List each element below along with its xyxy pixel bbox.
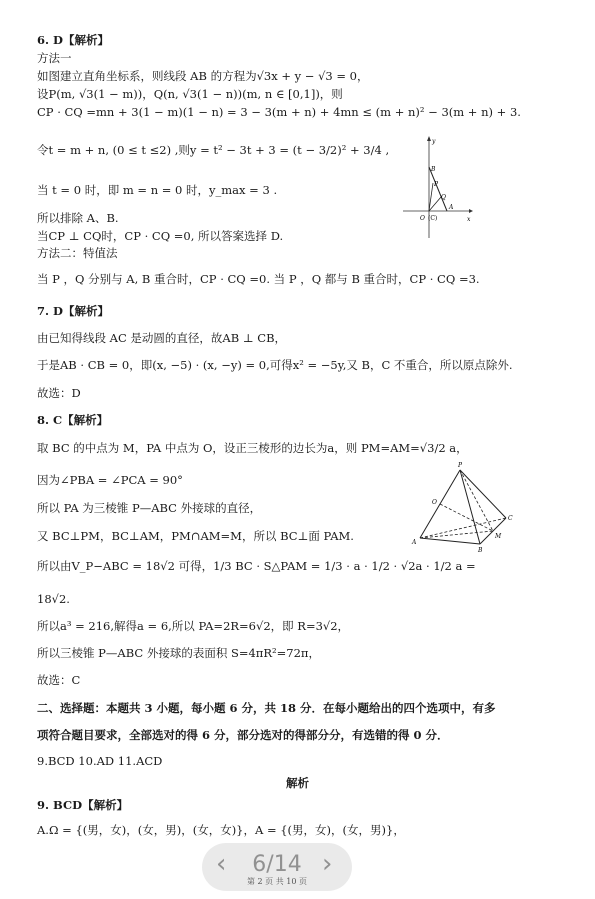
label-q: Q (441, 194, 446, 201)
edge-ab (420, 538, 480, 544)
edge-ac (420, 518, 506, 538)
segment-am (420, 531, 493, 538)
segment-ab (429, 167, 447, 211)
q9-sample-space: A.Ω = {(男，女)，(女，男)，(女，女)}，A = {(男，女)，(女，男)}， (37, 823, 405, 837)
q6-answer-d: 当CP ⊥ CQ时，CP · CQ =0, 所以答案选择 D. (37, 229, 284, 243)
q8-midpoints: 取 BC 的中点为 M，PA 中点为 O，设正三棱形的边长为a，则 PM=AM=√3/2 a， (37, 441, 468, 455)
q7-header: 7. D【解析】 (37, 304, 109, 318)
section2-heading-1: 二、选择题：本题共 3 小题，每小题 6 分，共 18 分．在每小题给出的四个选项中，有多 (37, 701, 496, 715)
q6-coordinate-figure (395, 133, 475, 243)
q8-tetrahedron-figure (410, 458, 520, 553)
label-b: B (431, 166, 436, 173)
label-p: P (458, 462, 463, 469)
q6-max: 当 t = 0 时，即 m = n = 0 时，y_max = 3 . (37, 183, 278, 197)
segment-pm (460, 470, 493, 531)
label-b: B (478, 547, 483, 553)
q8-angles: 因为∠PBA = ∠PCA = 90° (37, 473, 183, 487)
page-indicator: 6/14 (252, 852, 302, 877)
label-p: P (434, 181, 439, 188)
label-a: A (449, 204, 454, 211)
method-one: 方法一 (37, 51, 72, 65)
label-c: C (508, 515, 513, 522)
q7-diameter: 由已知得线段 AC 是动圆的直径，故AB ⊥ CB， (37, 331, 287, 345)
q8-volume-result: 18√2. (37, 592, 70, 606)
q7-answer: 故选：D (37, 386, 81, 400)
label-y: y (432, 138, 436, 145)
page-navigator (202, 843, 352, 891)
q6-define-pq: 设P(m, √3(1 − m))，Q(n, √3(1 − n))(m, n ∈ [0,1])，则 (37, 87, 343, 101)
q8-header: 8. C【解析】 (37, 413, 109, 427)
section2-heading-2: 项符合题目要求，全部选对的得 6 分，部分选对的得部分分，有选错的得 0 分． (37, 728, 449, 742)
q6-special-values: 当 P ，Q 分别与 A, B 重合时，CP · CQ =0. 当 P ，Q 都与 B 重合时，CP · CQ =3. (37, 272, 480, 286)
q8-volume: 所以由V_P−ABC = 18√2 可得，1/3 BC · S△PAM = 1/3 · a · 1/2 · √2a · 1/2 a = (37, 559, 476, 573)
q6-line-ab-equation: 如图建立直角坐标系，则线段 AB 的方程为√3x + y − √3 = 0， (37, 69, 369, 83)
answers-9-11: 9.BCD 10.AD 11.ACD (37, 754, 163, 768)
q6-substitution: 令t = m + n, (0 ≤ t ≤2) ,则y = t² − 3t + 3 = (t − 3/2)² + 3/4 , (37, 143, 390, 157)
q8-surface-area: 所以三棱锥 P—ABC 外接球的表面积 S=4πR²=72π， (37, 646, 320, 660)
q6-exclude: 所以排除 A、B. (37, 211, 119, 225)
page-footer: 第 2 页 共 10 页 (247, 877, 307, 886)
q6-header: 6. D【解析】 (37, 33, 109, 47)
q8-diameter: 所以 PA 为三棱锥 P—ABC 外接球的直径， (37, 501, 262, 515)
label-o: O (432, 499, 437, 506)
x-axis-arrow-icon (469, 209, 473, 213)
q8-answer: 故选：C (37, 673, 81, 687)
y-axis-arrow-icon (427, 136, 431, 141)
method-two: 方法二：特值法 (37, 246, 118, 260)
q9-header: 9. BCD【解析】 (37, 798, 129, 812)
q8-perpendicular: 又 BC⊥PM，BC⊥AM，PM∩AM=M，所以 BC⊥面 PAM. (37, 529, 354, 543)
q7-equation: 于是AB · CB = 0，即(x, −5) · (x, −y) = 0,可得x² = −5y,又 B，C 不重合，所以原点除外. (37, 358, 513, 372)
label-c: (C) (428, 215, 438, 222)
next-page-button[interactable]: › (322, 849, 333, 879)
label-x: x (467, 216, 471, 223)
prev-page-button[interactable]: ‹ (216, 849, 227, 879)
label-o: O (420, 215, 425, 222)
q8-solve-a: 所以a³ = 216,解得a = 6,所以 PA=2R=6√2，即 R=3√2， (37, 619, 350, 633)
label-a: A (412, 539, 417, 546)
q6-dot-product: CP · CQ =mn + 3(1 − m)(1 − n) = 3 − 3(m + n) + 4mn ≤ (m + n)² − 3(m + n) + 3. (37, 105, 521, 119)
label-m: M (495, 533, 502, 540)
analysis-title: 解析 (286, 776, 309, 790)
